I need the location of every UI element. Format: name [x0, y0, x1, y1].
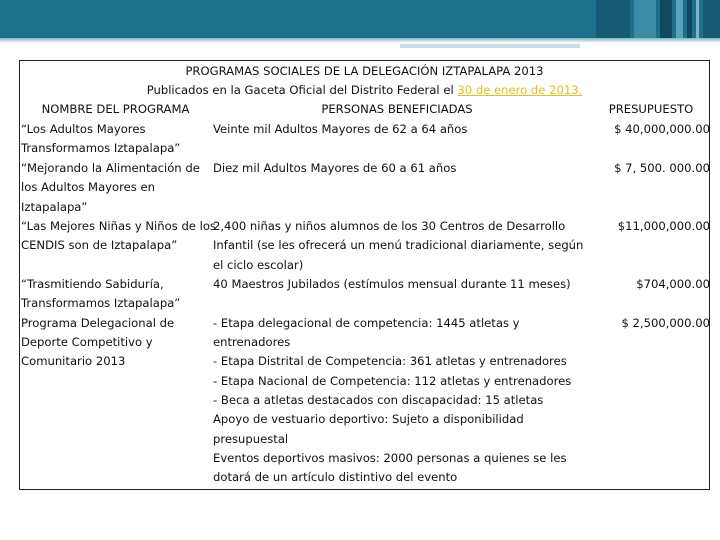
header-accent-block: [696, 0, 699, 38]
beneficiaries-text: Infantil (se les ofrecerá un menú tradicional diariamente, según: [213, 238, 584, 252]
beneficiaries-text: Eventos deportivos masivos: 2000 personas a quienes se les: [213, 451, 567, 465]
header-beneficiaries: PERSONAS BENEFICIADAS: [321, 102, 473, 116]
header-accent-block: [687, 0, 692, 38]
program-name: “Los Adultos Mayores: [21, 122, 146, 136]
beneficiaries-text: el ciclo escolar): [213, 258, 304, 272]
budget-amount: $ 40,000,000.00: [614, 122, 710, 136]
budget-amount: $ 2,500,000.00: [621, 316, 710, 330]
program-name: Programa Delegacional de: [21, 316, 175, 330]
document-title: PROGRAMAS SOCIALES DE LA DELEGACIÓN IZTAPALAPA 2013: [185, 64, 544, 78]
header-accent-block: [676, 0, 683, 38]
beneficiaries-text: - Beca a atletas destacados con discapacidad: 15 atletas: [213, 393, 544, 407]
beneficiaries-text: - Etapa Distrital de Competencia: 361 atletas y entrenadores: [213, 354, 567, 368]
header-fade: [0, 38, 720, 43]
program-name: Iztapalapa”: [21, 200, 88, 214]
beneficiaries-text: 2,400 niñas y niños alumnos de los 30 Centros de Desarrollo: [213, 219, 566, 233]
header-accent-block: [634, 0, 656, 38]
header-accent-block: [703, 0, 720, 38]
program-name: Transformamos Iztapalapa”: [21, 296, 181, 310]
program-name: “Trasmitiendo Sabiduría,: [21, 277, 164, 291]
beneficiaries-text: - Etapa Nacional de Competencia: 112 atletas y entrenadores: [213, 374, 572, 388]
beneficiaries-text: Veinte mil Adultos Mayores de 62 a 64 años: [213, 122, 468, 136]
beneficiaries-text: Diez mil Adultos Mayores de 60 a 61 años: [213, 161, 457, 175]
beneficiaries-text: dotará de un artículo distintivo del evento: [213, 470, 458, 484]
budget-amount: $11,000,000.00: [617, 219, 710, 233]
program-name: los Adultos Mayores en: [21, 180, 155, 194]
program-name: Comunitario 2013: [21, 354, 126, 368]
program-name: “Las Mejores Niñas y Niños de los: [21, 219, 216, 233]
budget-amount: $704,000.00: [636, 277, 710, 291]
beneficiaries-text: 40 Maestros Jubilados (estímulos mensual durante 11 meses): [213, 277, 571, 291]
header-budget: PRESUPUESTO: [608, 102, 694, 116]
subtitle-date-link[interactable]: 30 de enero de 2013.: [457, 83, 583, 97]
header-accent-block: [596, 0, 630, 38]
program-name: Transformamos Iztapalapa”: [21, 141, 181, 155]
budget-amount: $ 7, 500. 000.00: [614, 161, 710, 175]
subtitle-text: Publicados en la Gaceta Oficial del Distrito Federal el: [146, 83, 458, 97]
beneficiaries-text: - Etapa delegacional de competencia: 1445 atletas y: [213, 316, 520, 330]
program-name: CENDIS son de Iztapalapa”: [21, 238, 178, 252]
beneficiaries-text: entrenadores: [213, 335, 291, 349]
beneficiaries-text: presupuestal: [213, 432, 289, 446]
program-name: “Mejorando la Alimentación de: [21, 161, 200, 175]
document-subtitle: [19, 81, 710, 100]
header-underline: [400, 44, 580, 48]
beneficiaries-text: Apoyo de vestuario deportivo: Sujeto a disponibilidad: [213, 412, 524, 426]
program-name: Deporte Competitivo y: [21, 335, 153, 349]
header-accent-block: [660, 0, 672, 38]
header-program: NOMBRE DEL PROGRAMA: [41, 102, 190, 116]
